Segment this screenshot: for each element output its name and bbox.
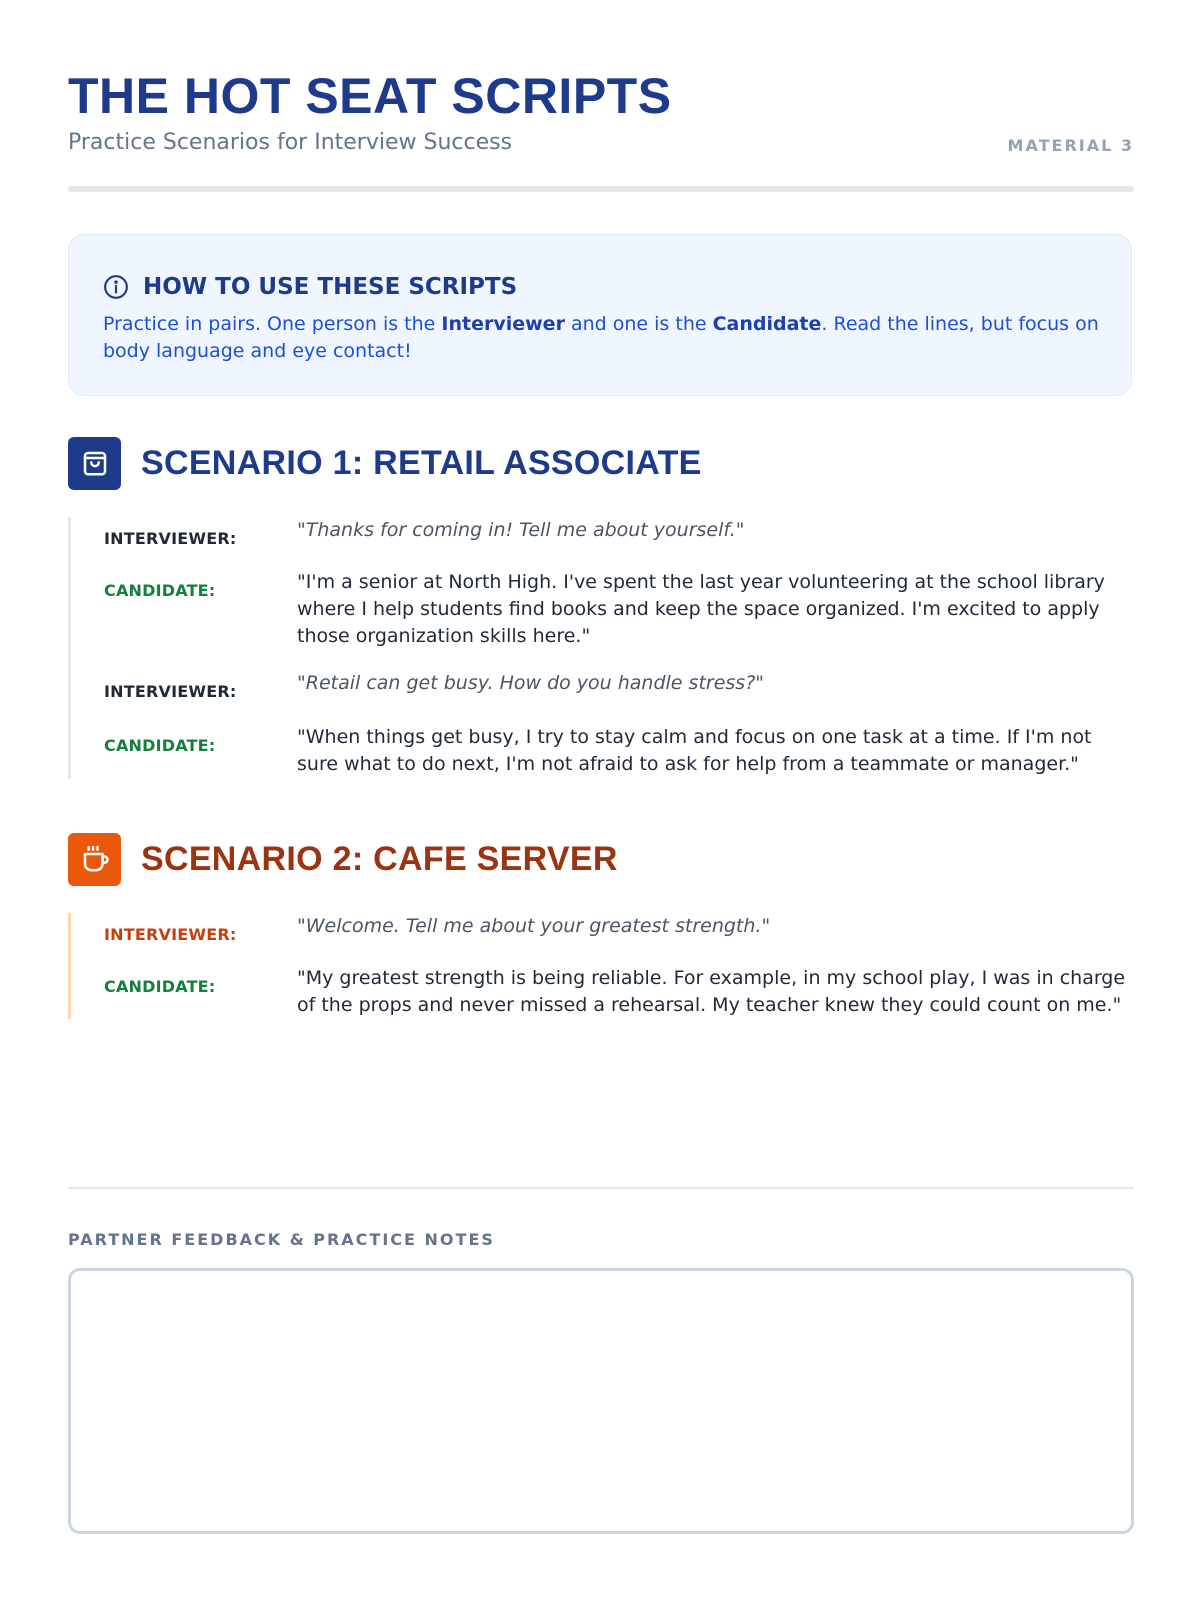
notes-label: PARTNER FEEDBACK & PRACTICE NOTES [68, 1230, 495, 1249]
instructions-text [103, 311, 1103, 365]
page-subtitle: Practice Scenarios for Interview Success [68, 130, 513, 155]
line-text: "When things get busy, I try to stay calm and focus on one task at a time. If I'm not sure what to do next, I'm not afraid to ask for help from a teammate or manager." [297, 726, 1092, 775]
speaker-label: INTERVIEWER: [104, 529, 237, 548]
instructions-text-part: Practice in pairs. One person is the [103, 313, 442, 335]
instructions-text-part: and one is the [564, 313, 713, 335]
dialogue-accent-bar [68, 913, 71, 1019]
line-text: "My greatest strength is being reliable. For example, in my school play, I was in charge of the props and never missed a rehearsal. My teacher knew they could count on me." [297, 967, 1126, 1016]
scenario-1-title: SCENARIO 1: RETAIL ASSOCIATE [141, 443, 702, 482]
line-text: "Retail can get busy. How do you handle stress?" [297, 672, 765, 694]
speaker-label: CANDIDATE: [104, 977, 216, 996]
instructions-box [68, 234, 1132, 396]
scenario-2-title: SCENARIO 2: CAFE SERVER [141, 839, 618, 878]
candidate-emphasis: Candidate [712, 313, 822, 335]
scenario-2-header [68, 832, 618, 886]
scenario-1-dialogue [68, 517, 1134, 779]
interviewer-emphasis: Interviewer [441, 313, 565, 335]
notes-divider [68, 1187, 1134, 1189]
page-title: THE HOT SEAT SCRIPTS [68, 68, 672, 124]
instructions-title: HOW TO USE THESE SCRIPTS [143, 274, 518, 300]
instructions-text-part: . Read the lines, but focus on body language and eye contact! [103, 313, 1099, 362]
speaker-label: CANDIDATE: [104, 736, 216, 755]
line-text: "Welcome. Tell me about your greatest strength." [297, 915, 771, 937]
notes-area[interactable] [68, 1268, 1134, 1534]
worksheet-page [68, 0, 1134, 1600]
speaker-label: INTERVIEWER: [104, 682, 237, 701]
speaker-label: CANDIDATE: [104, 581, 216, 600]
speaker-label: INTERVIEWER: [104, 925, 237, 944]
line-text: "Thanks for coming in! Tell me about yourself." [297, 519, 745, 541]
line-text: "I'm a senior at North High. I've spent the last year volunteering at the school library where I help students find books and keep the space organized. I'm excited to apply those organization skills here." [297, 571, 1105, 647]
shopping-bag-icon [68, 437, 121, 490]
material-label: MATERIAL 3 [1007, 136, 1134, 155]
header-divider [68, 186, 1134, 192]
instructions-heading [103, 273, 517, 301]
info-icon [103, 274, 129, 300]
scenario-2-dialogue [68, 913, 1134, 1019]
dialogue-accent-bar [68, 517, 71, 779]
scenario-1-header [68, 436, 702, 490]
coffee-cup-icon [68, 833, 121, 886]
